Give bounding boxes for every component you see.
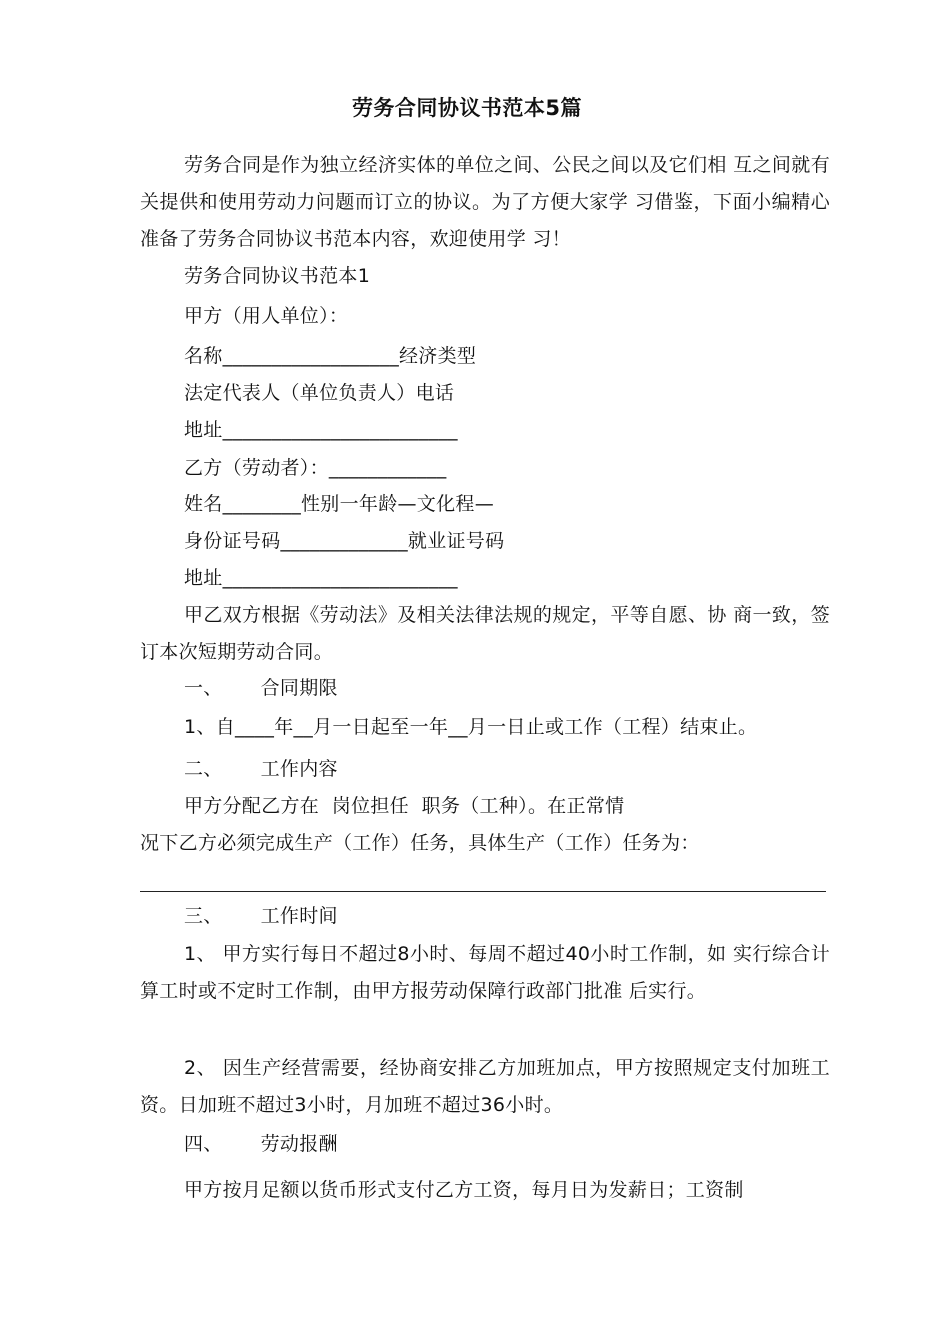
party-a-name-line: 名称__________________经济类型 [184, 345, 477, 367]
party-b-id-line: 身份证号码_____________就业证号码 [184, 530, 505, 552]
intro-paragraph: 劳务合同是作为独立经济实体的单位之间、公民之间以及它们相 互之间就有关提供和使用劳动力问题而订立的协议。为了方便大家学 习借鉴，下面小编精心准备了劳务合同协议书范本内容，欢迎使用学 习！ [140, 154, 830, 250]
section-2-line-2: 况下乙方必须完成生产（工作）任务，具体生产（工作）任务为： [140, 832, 700, 854]
fill-in-rule [140, 891, 826, 892]
section-1-heading: 一、 合同期限 [184, 677, 338, 699]
section-2-heading: 二、 工作内容 [184, 758, 338, 780]
agreement-paragraph: 甲乙双方根据《劳动法》及相关法律法规的规定，平等自愿、协 商一致，签订本次短期劳动合同。 [140, 604, 830, 663]
sample-heading: 劳务合同协议书范本1 [184, 265, 371, 287]
party-a-address-line: 地址________________________ [184, 419, 458, 441]
party-a-label: 甲方（用人单位）： [184, 305, 349, 327]
section-3-item-2: 2、 因生产经营需要，经协商安排乙方加班加点，甲方按照规定支付加班工资。日加班不超过3小时，月加班不超过36小时。 [140, 1057, 830, 1116]
section-3-heading: 三、 工作时间 [184, 905, 338, 927]
party-b-address-line: 地址________________________ [184, 567, 458, 589]
section-4-heading: 四、 劳动报酬 [184, 1133, 338, 1155]
section-2-line-1: 甲方分配乙方在 岗位担任 职务（工种）。在正常情 [184, 795, 625, 817]
party-b-label: 乙方（劳动者）：____________ [184, 457, 447, 479]
section-1-item-1: 1、自____年__月一日起至一年__月一日止或工作（工程）结束止。 [184, 716, 758, 738]
section-4-line-1: 甲方按月足额以货币形式支付乙方工资，每月日为发薪日；工资制 [184, 1179, 744, 1201]
section-3-item-1: 1、 甲方实行每日不超过8小时、每周不超过40小时工作制，如 实行综合计算工时或不定时工作制，由甲方报劳动保障行政部门批准 后实行。 [140, 943, 830, 1002]
party-b-name-line: 姓名________性别一年龄—文化程— [184, 493, 495, 515]
party-a-rep-line: 法定代表人（单位负责人）电话 [184, 382, 455, 404]
document-title: 劳务合同协议书范本5篇 [351, 96, 583, 120]
